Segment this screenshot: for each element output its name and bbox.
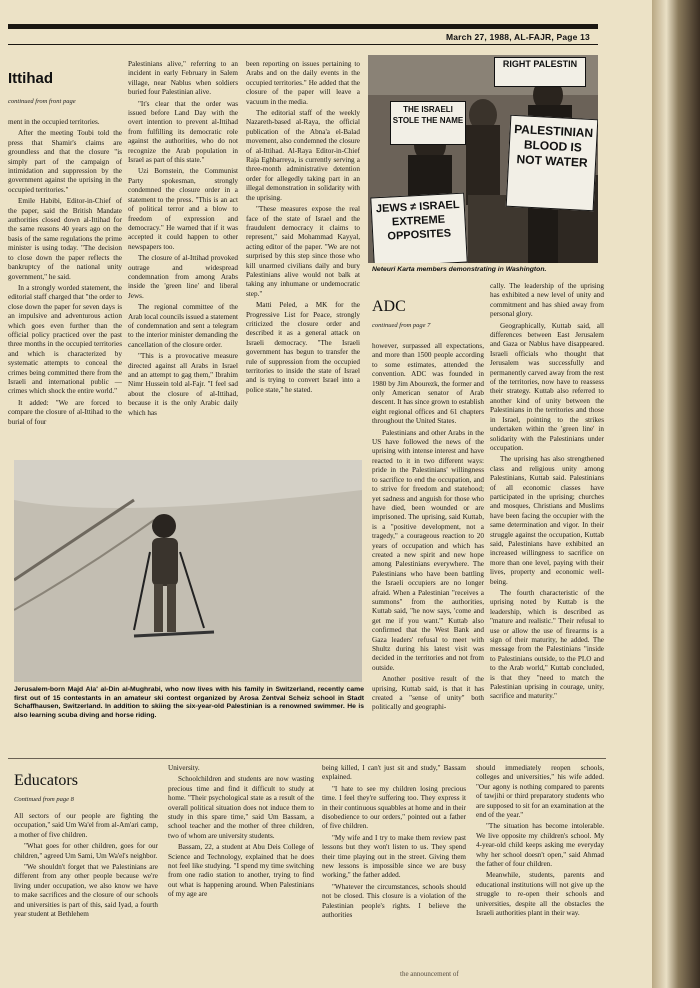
sign-right-palestine: RIGHT PALESTIN <box>494 57 586 87</box>
paragraph: cally. The leadership of the uprising has exhibited a new level of unity and commitment and has shied away from personal glory. <box>490 282 604 319</box>
paragraph: Geographically, Kuttab said, all differences between East Jerusalem and Gaza or Nablus have disappeared. Israeli officials who thought that Jerusalem was successfully and permanently carved away from the rest of the territories, now have to reassess their strategy. Kuttab also referred to another kind of unity between the Palestinians in the territories and those in Israel, pointing to the strikes undertaken within the 'green line' in solidarity with the Palestinians under occupation. <box>490 321 604 452</box>
paragraph: should immediately reopen schools, colleges and universities," his wife added. "Our agony is nothing compared to parents of tawjihi or third preparatory students who are supposed to sit for an examination at the end of the year." <box>476 764 604 820</box>
paragraph: University. <box>168 764 200 772</box>
sign-palestinian-blood: PALESTINIAN BLOOD IS NOT WATER <box>506 115 598 211</box>
educators-column-4 <box>476 764 604 952</box>
paragraph: All sectors of our people are fighting the occupation," said Um Wa'el from al-Am'ari camp, a mother of five children. <box>14 812 158 839</box>
paragraph: After the meeting Toubi told the press that Shamir's claims are groundless and that the closure "is simply part of the campaign of intimidation and suppression by the government against the uprising in the occupied territories." <box>8 129 122 194</box>
top-rule <box>8 24 598 29</box>
paragraph: In a strongly worded statement, the editorial staff charged that "the order to close down the paper for seven days is an impulsive and adventurous action which goes even further than the official policy practiced over the past three months in the occupied territories and which is characterized by systematic attempts to conceal the crimes being committed there from the Israeli and international public — crimes which shock the entire world." <box>8 283 122 396</box>
paragraph: The regional committee of the Arab local councils issued a statement of condemnation and sent a telegram to the interior minister demanding the cancellation of the closure order. <box>128 303 238 349</box>
paragraph: Uzi Bornstein, the Communist Party spokesman, strongly condemned the closure order in a statement to the press. "This is an act of political terror and a blow to freedom of expression and democracy." He warned that if it was accepted it could happen to other newspapers too. <box>128 167 238 251</box>
adc-column-2 <box>490 282 604 752</box>
demonstration-photo-caption: Neteuri Karta members demonstrating in Washington. <box>372 266 547 273</box>
bottom-text-fragment: the announcement of <box>400 970 459 978</box>
ski-photo <box>14 460 362 682</box>
adc-continued-label: continued from page 7 <box>372 322 431 329</box>
ittihad-column-1 <box>8 118 122 458</box>
paragraph: "Whatever the circumstances, schools should not be closed. This closure is a violation of the Palestinian people's rights. I believe the authorities <box>322 882 466 920</box>
paragraph: "It's clear that the order was issued before Land Day with the overt intention to prevent al-Ittihad from fulfilling its democratic role against the authorities, who do not recognize the Arab population in Israel as part of this state." <box>128 99 238 165</box>
paragraph: "I hate to see my children losing precious time. I feel they're suffering too. They express it in their continuous squabbles at home and in their disobedience to our orders," pointed out a father of five children. <box>322 784 466 831</box>
paragraph: being killed, I can't just sit and study," Bassam explained. <box>322 764 466 782</box>
adc-heading: ADC <box>372 298 406 315</box>
paragraph: however, surpassed all expectations, and more than 1500 people according to some estimates, attended the convention. ADC was founded in 1980 by Jim Abourezk, the former and only American senator of Arab descent. It has since grown to establish eight regional offices and 61 chapters throughout the United States. <box>372 342 484 426</box>
section-rule <box>8 758 606 759</box>
ittihad-column-2 <box>128 60 238 455</box>
paragraph: "My wife and I try to make them review past lessons but they won't listen to us. They spend their time playing out in the street. Giving them new lessons is impossible since we are busy working," the father added. <box>322 833 466 880</box>
paragraph: "We shouldn't forget that we Palestinians are different from any other people because we're living under occupation, we also know we have to make sacrifices and the closure of our schools and universities is part of this, said Iyad, a fourth year student at Bethlehem <box>14 863 158 919</box>
paragraph: been reporting on issues pertaining to Arabs and on the daily events in the occupied territories." He added that the closure of the paper will leave a vacuum in the media. <box>246 60 360 106</box>
paragraph: ment in the occupied territories. <box>8 118 100 126</box>
paragraph: It added: "We are forced to compare the closure of al-Ittihad to the burial of four <box>8 398 122 426</box>
paragraph: Palestinians and other Arabs in the US have followed the news of the uprising with intense interest and have reacted to it in two different ways: pride in the Palestinians' willingness to sacrifice to end the occupation, and to strive for freedom and statehood; yet sadness and anguish for those who have died, been wounded or are imprisoned. The uprising, said Kuttab, is a "positive development, not a tragedy," a courageous reaction to 20 years of occupation and which has created a new spirit and new hope among Palestinians everywhere. The Palestinians who have been battling the Israeli occupiers are no longer afraid. When a Palestinian "receives a summons" from the authorities, Kuttab said, "he now says, 'come and get me if you want.'" Kuttab also confirmed that the West Bank and Gaza leaders' refusal to meet with Shultz during his latest visit was decided in the territories and not from outside. <box>372 428 484 672</box>
educators-column-3 <box>322 764 466 952</box>
ittihad-heading: Ittihad <box>8 70 53 87</box>
page-date-line: March 27, 1988, AL-FAJR, Page 13 <box>445 32 590 42</box>
paragraph: Matti Peled, a MK for the Progressive List for Peace, strongly criticized the closure order and described it as a general attack on Israeli democracy. "The Israeli government has begun to transfer the rule of suppression from the occupied territories to inside the state of Israel and is trying to convert Israel into a police state," he stated. <box>246 301 360 394</box>
header-rule <box>8 44 598 45</box>
educators-heading: Educators <box>14 772 78 789</box>
paragraph: "The situation has become intolerable. We live opposite my children's school. My 4-year-old child keeps asking me everyday why her school doesn't open," said Ahmad the father of four children. <box>476 822 604 869</box>
paragraph: Emile Habibi, Editor-in-Chief of the paper, said the British Mandate authorities closed down al-Ittihad for the same reasons 40 years ago on the basis of the same regulations the prime minister is using today. "The decision to close down the paper reflects the bankruptcy of the national unity government," he said. <box>8 197 122 281</box>
ski-photo-caption: Jerusalem-born Majd Ala' al-Din al-Mughrabi, who now lives with his family in Switzerland, recently came first out of 15 contestants in an amateur ski contest organized by Arosa Zentval Scheiz school in Stadt Schaffhausen, Switzerland. In addition to skiing the six-year-old Palestinian is a renowned swimmer. He is also learning scuba diving and horse riding. <box>14 686 364 719</box>
paragraph: "What goes for other children, goes for our children," agreed Um Sami, Um Wa'el's neighbor. <box>14 842 158 860</box>
ittihad-column-3 <box>246 60 360 455</box>
paragraph: "This is a provocative measure directed against all Arabs in Israel and an attempt to gag them," Ibrahim Nimr Hussein told al-Fajr. "I feel sad about the closure of al-Ittihad, because it is the only Arabic daily which has <box>128 352 238 417</box>
adc-column-1 <box>372 342 484 752</box>
ittihad-continued-label: continued from front page <box>8 98 76 105</box>
paragraph: The fourth characteristic of the uprising noted by Kuttab is the leadership, which is described as "mature and realistic." Their refusal to use or allow the use of firearms is a sign of their maturity, he added. The message from the Palestinians "inside to Palestinians outside, to the PLO and to the Arab world," Kuttab concluded, is that they "need to match the Palestinian uprising in courage, unity, sacrifice and maturity." <box>490 589 604 701</box>
paragraph: Schoolchildren and students are now wasting precious time and find it difficult to study at home. "Their psychological state as a result of the overall political situation does not induce them to study in this spare time," said Um Bassam, a school teacher and the mother of three children, two of whom are university students. <box>168 775 314 840</box>
demonstration-photo <box>368 55 598 263</box>
sign-stole-the-name: THE ISRAELI STOLE THE NAME <box>390 101 466 145</box>
ski-photo-scene <box>14 460 362 682</box>
paragraph: Bassam, 22, a student at Abu Deis College of Science and Technology, explained that he does not feel like studying. "I spend my time switching from one radio station to another, trying to find out what is happening around. When Palestinians of my age are <box>168 843 314 899</box>
paragraph: The uprising has also strengthened class and religious unity among Palestinians, Kuttab said. Palestinians of all economic classes have participated in the uprising; churches and mosques, Christians and Muslims have been facing the occupier with the same determination and vigor. In their struggle against the occupation, Kuttab said, Palestinians have exhibited an increased willingness to sacrifice on more than one level, paying with their lives, property and economic well-being. <box>490 455 604 586</box>
paragraph: The editorial staff of the weekly Nazareth-based al-Raya, the official publication of the Abna'a el-Balad movement, also condemned the closure of al-Ittihad. Al-Raya Editor-in-Chief Raja Eghbarreya, is currently serving a three-month administrative detention order for allegedly taking part in an illegal demonstration in solidarity with the uprising. <box>246 109 360 202</box>
educators-continued-label: Continued from page 8 <box>14 796 74 803</box>
paragraph: The closure of al-Ittihad provoked outrage and widespread condemnation from among Arabs inside the 'green line' and liberal Jews. <box>128 254 238 300</box>
educators-column-1 <box>14 812 158 952</box>
paragraph: "These measures expose the real face of the state of Israel and the fraudulent democracy it claims to represent," said Mohammad Kayyal, acting editor of the paper. "We are not surprised by this step since those who kill unarmed civilians daily and bury Palestinians alive would not balk at taking any inhumane or undemocratic step." <box>246 205 360 298</box>
paragraph: Meanwhile, students, parents and educational institutions will not give up the struggle to re-open their schools and universities, despite all the obstacles the Israeli authorities plant in their way. <box>476 871 604 918</box>
paragraph: Palestinians alive," referring to an incident in early February in Salem village, near Nablus when soldiers buried four Palestinian alive. <box>128 60 238 97</box>
educators-column-2 <box>168 764 314 952</box>
sign-jews-not-israel: JEWS ≠ ISRAEL EXTREME OPPOSITES <box>370 193 468 263</box>
paragraph: Another positive result of the uprising, Kuttab said, is that it has created a "sense of unity" both politically and geographi- <box>372 675 484 712</box>
page-edge <box>652 0 700 988</box>
